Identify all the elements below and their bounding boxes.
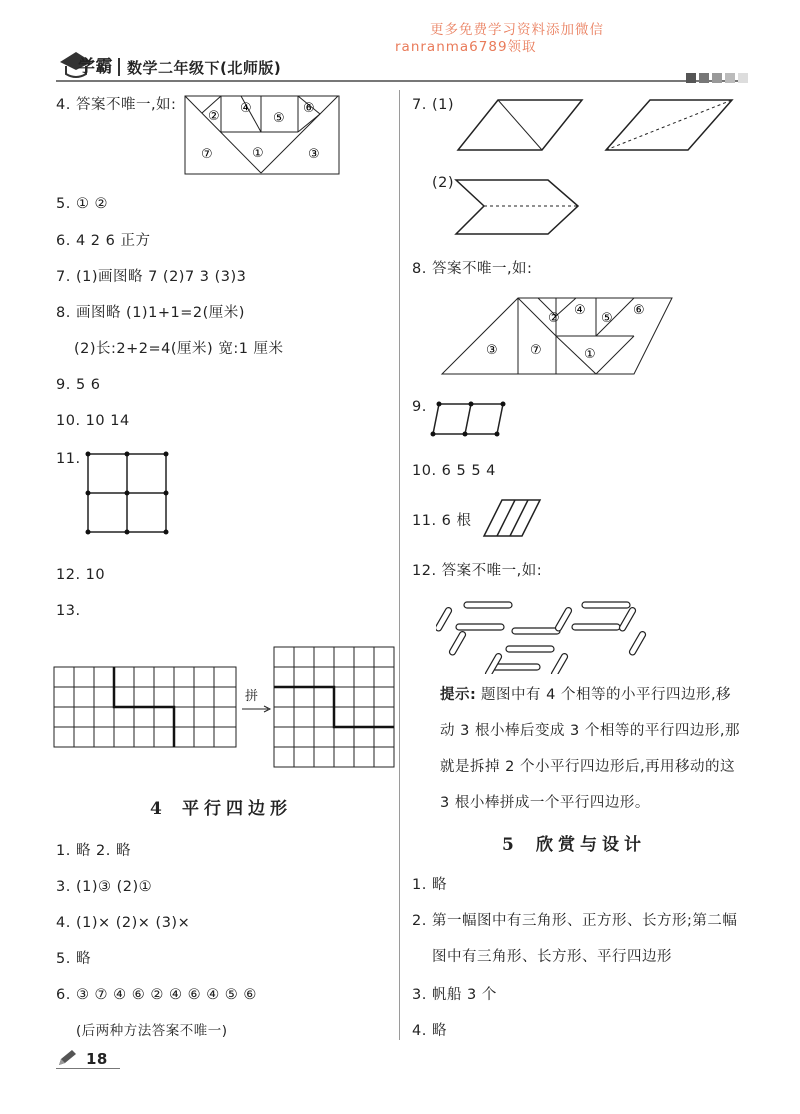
section5-number: 5: [502, 835, 519, 855]
tangram-label: ⑦: [530, 343, 542, 358]
arrow-label: 拼: [245, 689, 259, 704]
tangram-label: ②: [208, 109, 220, 124]
s4-q5: 5. 略: [56, 951, 91, 967]
s5-q1: 1. 略: [412, 877, 447, 893]
arrow-shape-figure: [454, 178, 580, 236]
hint-line1: 题图中有 4 个相等的小平行四边形,移: [481, 687, 732, 703]
tangram-label: ②: [548, 311, 560, 326]
section4-title: 平行四边形: [182, 799, 292, 819]
hint-line3: 就是拆掉 2 个小平行四边形后,再用移动的这: [440, 759, 736, 775]
left-q9: 9. 5 6: [56, 377, 101, 393]
pencil-icon: [56, 1048, 80, 1068]
column-divider: [399, 90, 400, 1040]
left-q8a: 8. 画图略 (1)1+1=2(厘米): [56, 305, 245, 321]
tangram-label: ③: [308, 147, 320, 162]
right-q10: 10. 6 5 5 4: [412, 463, 496, 479]
s5-q2-line1: 2. 第一幅图中有三角形、正方形、长方形;第二幅: [412, 913, 738, 929]
tangram-label: ①: [584, 347, 596, 362]
hint-label: 提示:: [440, 687, 477, 703]
left-q13: 13.: [56, 603, 81, 619]
tangram-label: ③: [486, 343, 498, 358]
grid-figure-after: [273, 646, 395, 770]
left-q8b: (2)长:2+2=4(厘米) 宽:1 厘米: [74, 341, 284, 357]
left-q5: 5. ① ②: [56, 196, 109, 212]
tangram-rectangle-figure: [184, 95, 340, 175]
tangram-label: ④: [240, 101, 252, 116]
right-q7-1: 7. (1): [412, 97, 454, 113]
header-separator: [118, 58, 120, 76]
tangram-label: ⑤: [601, 311, 613, 326]
tangram-label: ⑤: [273, 111, 285, 126]
right-q11: 11. 6 根: [412, 513, 472, 529]
watermark-line1: 更多免费学习资料添加微信: [430, 22, 604, 38]
section4-number: 4: [150, 799, 167, 819]
hint-line2: 动 3 根小棒后变成 3 个相等的平行四边形,那: [440, 723, 740, 739]
tangram-label: ⑥: [633, 303, 645, 318]
s5-q2-line2: 图中有三角形、长方形、平行四边形: [432, 949, 672, 965]
tangram-parallelogram-figure: [440, 296, 676, 376]
header-rule: [56, 80, 746, 82]
watermark-line2: ranranma6789领取: [395, 39, 537, 55]
right-arrow-icon: [242, 704, 272, 714]
tangram-label: ①: [252, 146, 264, 161]
parallelogram-dashed-diagonal: [604, 98, 734, 152]
s4-note: (后两种方法答案不唯一): [76, 1023, 228, 1039]
left-q12: 12. 10: [56, 567, 106, 583]
tangram-label: ⑥: [303, 101, 315, 116]
header-title: 数学二年级下(北师版): [127, 59, 282, 77]
s4-q3: 3. (1)③ (2)①: [56, 879, 153, 895]
grid-figure-before: [53, 666, 239, 750]
page-number: 18: [86, 1050, 108, 1068]
right-q12: 12. 答案不唯一,如:: [412, 563, 543, 579]
tangram-label: ④: [574, 303, 586, 318]
hint-line4: 3 根小棒拼成一个平行四边形。: [440, 795, 650, 811]
left-q6: 6. 4 2 6 正方: [56, 233, 151, 249]
s4-q6: 6. ③ ⑦ ④ ⑥ ② ④ ⑥ ④ ⑤ ⑥: [56, 987, 257, 1003]
right-q7-2: (2): [432, 175, 455, 191]
tangram-label: ⑦: [201, 147, 213, 162]
logo-text: 学霸: [78, 57, 113, 77]
s4-q1: 1. 略 2. 略: [56, 843, 131, 859]
right-q9: 9.: [412, 399, 427, 415]
matchstick-figure: [436, 598, 668, 674]
left-q10: 10. 10 14: [56, 413, 130, 429]
striped-parallelogram-figure: [482, 498, 542, 538]
parallelogram-solid-diagonal: [456, 98, 584, 152]
header-squares: [686, 68, 748, 87]
right-q8: 8. 答案不唯一,如:: [412, 261, 533, 277]
s4-q4: 4. (1)× (2)× (3)×: [56, 915, 191, 931]
left-q11: 11.: [56, 451, 81, 467]
s5-q3: 3. 帆船 3 个: [412, 987, 497, 1003]
left-q4: 4. 答案不唯一,如:: [56, 97, 177, 113]
s5-q4: 4. 略: [412, 1023, 447, 1039]
footer-rule: [56, 1068, 120, 1069]
section5-title: 欣赏与设计: [536, 835, 646, 855]
left-q7: 7. (1)画图略 7 (2)7 3 (3)3: [56, 269, 247, 285]
dot-grid-square-figure: [84, 450, 170, 536]
dot-parallelogram-figure: [430, 400, 508, 438]
